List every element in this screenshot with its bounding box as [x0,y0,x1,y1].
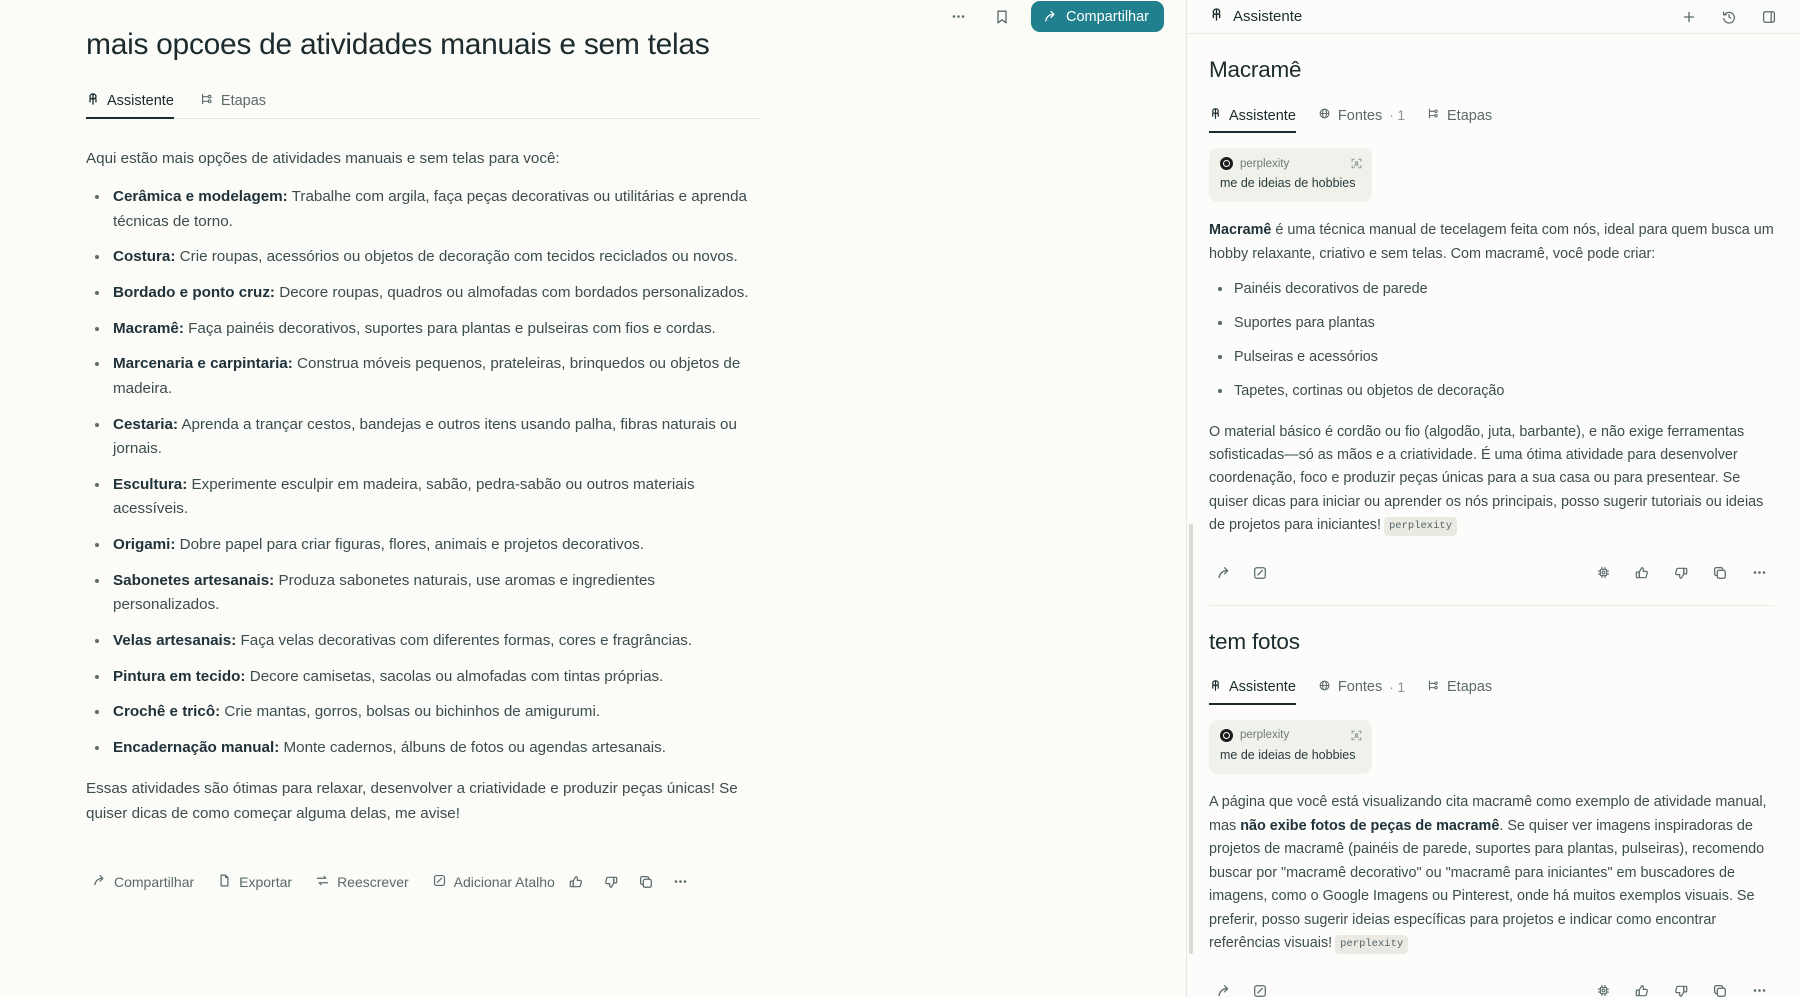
tab-label: Assistente [1229,679,1296,696]
list-item [86,413,760,462]
share-button[interactable] [1031,1,1164,32]
page-title: mais opcoes de atividades manuais e sem telas [86,28,710,61]
message-left-actions [1209,976,1275,997]
more-horizontal-icon[interactable] [1744,558,1774,588]
list-item-term: Origami: [113,536,176,553]
document-tabs [86,85,760,119]
tab-label: Etapas [1447,679,1493,696]
more-horizontal-icon[interactable] [1744,976,1774,997]
share-arrow-icon[interactable] [1209,976,1239,997]
globe-icon [1318,107,1331,124]
tab-fontes[interactable] [1318,107,1405,133]
list-item-term: Cestaria: [113,415,178,433]
list-item-desc: Dobre papel para criar figuras, flores, animais e projetos decorativos. [175,536,644,553]
assistant-panel-title-label: Assistente [1233,8,1303,25]
source-card[interactable] [1209,720,1372,774]
assistant-header-icons [1674,2,1784,32]
list-item [86,533,760,558]
add-shortcut-icon[interactable] [1245,976,1275,997]
message-left-actions [1209,558,1275,588]
tab-etapas[interactable] [1427,107,1492,133]
citation-badge[interactable]: perplexity [1335,935,1408,954]
steps-icon [200,92,214,110]
list-item-term: Encadernação manual: [113,738,280,756]
history-icon[interactable] [1714,2,1744,32]
list-item-desc: Produza sabonetes naturais, use aromas e ingredientes personalizados. [113,571,655,614]
message-lead [1209,219,1774,266]
list-item-desc: Faça painéis decorativos, suportes para plantas e pulseiras com fios e cordas. [183,319,716,337]
list-item-desc: Faça velas decorativas com diferentes formas, cores e fragrâncias. [236,631,693,649]
thumbs-down-icon[interactable] [596,867,626,897]
tab-assistente[interactable] [1209,107,1296,133]
globe-icon [1318,679,1331,696]
list-item [86,245,760,270]
activity-list [86,185,760,760]
thumbs-up-icon[interactable] [1627,976,1657,997]
list-item [86,352,760,401]
export-action-label: Exportar [239,873,293,890]
add-shortcut-icon[interactable] [1245,558,1275,588]
bookmark-icon[interactable] [987,2,1017,32]
list-item [86,473,760,522]
document-topbar [0,0,1186,33]
list-item [86,665,760,690]
message-bullet-list [1209,278,1774,403]
steps-icon [1427,107,1440,124]
source-card-text: me de ideias de hobbies [1220,747,1356,762]
assistant-thread [1187,34,1800,997]
perplexity-icon [1209,107,1222,124]
export-action[interactable] [211,868,298,896]
list-item-term: Pintura em tecido: [113,667,246,685]
source-card-header [1220,157,1361,170]
list-item-term: Cerâmica e modelagem: [113,188,288,206]
tab-label: Fontes [1337,679,1383,696]
more-horizontal-icon[interactable] [943,2,973,32]
share-action-label: Compartilhar [114,873,195,890]
add-shortcut-action-label: Adicionar Atalho [453,873,555,890]
plus-icon[interactable] [1674,2,1704,32]
message-right-actions [1588,558,1774,588]
share-button-label: Compartilhar [1066,8,1149,25]
expand-icon[interactable] [1350,729,1363,747]
list-item: Pulseiras e acessórios [1209,346,1774,369]
model-chip-icon[interactable] [1588,976,1618,997]
copy-icon[interactable] [1705,976,1735,997]
list-item-desc: Decore roupas, quadros ou almofadas com bordados personalizados. [275,284,749,301]
source-card-header [1220,729,1361,742]
share-action[interactable] [86,868,200,896]
closing-paragraph: Essas atividades são ótimas para relaxar, desenvolver a criatividade e produzir peças únicas! Se quiser dicas de como começar alguma delas, me avise! [86,780,738,822]
message-body-text: O material básico é cordão ou fio (algodão, juta, barbante), e não exige ferramentas sofisticadas—só as mãos e a criatividade. É uma ótima atividade para desenvolver coordenação, foco e produzir peças únicas para a sua casa ou para presentear. Se quiser dicas para iniciar ou aprender os nós principais, posso sugerir tutoriais ou ideias de projetos para iniciantes! [1209,423,1764,534]
list-item-desc: Experimente esculpir em madeira, sabão, pedra-sabão ou outros materiais acessíveis. [113,475,695,518]
list-item-desc: Monte cadernos, álbuns de fotos ou agendas artesanais. [279,738,666,756]
more-horizontal-icon[interactable] [666,867,696,897]
assistant-panel [1186,0,1800,997]
citation-badge[interactable]: perplexity [1384,517,1457,536]
source-card-name: perplexity [1240,157,1290,170]
add-shortcut-action[interactable] [426,868,561,896]
tab-etapas-label: Etapas [220,92,267,109]
message-action-bar [1209,558,1774,606]
copy-icon[interactable] [631,867,661,897]
assistant-thread-scroll[interactable] [1187,34,1800,997]
message-body [1209,791,1774,955]
tab-etapas[interactable] [1427,679,1492,705]
assistant-panel-title [1209,7,1302,26]
steps-icon [1427,679,1440,696]
list-item-desc: Construa móveis pequenos, prateleiras, brinquedos ou objetos de madeira. [113,355,741,397]
message-body-bold: não exibe fotos de peças de macramê [1240,817,1500,834]
thumbs-up-icon[interactable] [561,867,591,897]
list-item: Suportes para plantas [1209,312,1774,335]
message-title: tem fotos [1209,628,1300,654]
thumbs-down-icon[interactable] [1666,976,1696,997]
perplexity-icon [1209,7,1224,26]
list-item [86,317,760,342]
perplexity-icon [86,92,100,110]
perplexity-icon [1220,157,1233,170]
tabs-divider [86,118,760,119]
list-item-desc: Crie roupas, acessórios ou objetos de decoração com tecidos reciclados ou novos. [175,248,738,266]
list-item: Tapetes, cortinas ou objetos de decoração [1209,380,1774,403]
assistant-message [1209,34,1774,606]
list-item-desc: Decore camisetas, sacolas ou almofadas com tintas próprias. [245,667,664,685]
tab-assistente[interactable] [86,92,174,119]
add-shortcut-icon [432,873,447,891]
thumbs-up-icon[interactable] [1627,558,1657,588]
tab-fontes[interactable] [1318,679,1405,705]
assistant-panel-header [1187,0,1800,34]
perplexity-icon [1220,729,1233,742]
tab-count: · 1 [1389,679,1406,695]
document-body [0,26,820,897]
panel-collapse-icon[interactable] [1754,2,1784,32]
scrollbar-thumb[interactable] [1189,524,1193,954]
list-item-term: Crochê e tricô: [113,703,221,721]
list-item: Painéis decorativos de parede [1209,278,1774,301]
tab-assistente-label: Assistente [107,92,174,109]
message-title: Macramê [1209,57,1302,82]
message-lead-rest: é uma técnica manual de tecelagem feita com nós, ideal para quem busca um hobby relaxante, criativo e sem telas. Com macramê, você pode criar: [1209,222,1774,262]
tab-count: · 1 [1389,108,1406,124]
assistant-message [1209,606,1774,997]
list-item [86,281,760,306]
export-icon [217,873,232,891]
document-action-bar [86,867,686,897]
list-item [86,700,760,725]
list-item-desc: Trabalhe com argila, faça peças decorativas ou utilitárias e aprenda técnicas de torno. [113,188,747,230]
list-item-term: Macramê: [113,319,184,337]
source-card-name: perplexity [1240,729,1290,742]
rewrite-action-label: Reescrever [337,873,409,890]
intro-paragraph: Aqui estão mais opções de atividades manuais e sem telas para você: [86,149,560,167]
list-item-term: Bordado e ponto cruz: [113,284,275,301]
model-chip-icon[interactable] [1588,558,1618,588]
list-item [86,736,760,761]
message-body-pre: A página que você está visualizando cita macramê como exemplo de atividade manual, mas [1209,794,1767,834]
share-arrow-icon[interactable] [1209,558,1239,588]
tab-label: Assistente [1229,107,1296,124]
source-card-text: me de ideias de hobbies [1220,176,1356,191]
share-arrow-icon [92,873,107,891]
rewrite-action[interactable] [309,868,415,896]
list-item-term: Escultura: [113,475,188,493]
message-body [1209,421,1774,538]
list-item-term: Marcenaria e carpintaria: [113,355,293,373]
source-card[interactable] [1209,148,1372,202]
list-item [86,629,760,654]
document-feedback-actions [561,867,696,897]
list-item [86,185,760,234]
rewrite-icon [315,873,330,891]
tab-etapas[interactable] [200,92,266,119]
list-item-term: Sabonetes artesanais: [113,571,275,589]
message-action-bar [1209,976,1774,997]
document-primary-actions [86,868,561,896]
copy-icon[interactable] [1705,558,1735,588]
message-body-post: . Se quiser ver imagens inspiradoras de projetos de macramê (painéis de parede, suportes para plantas, pulseiras), recomendo buscar por "macramê decorativo" ou "macramê para iniciantes" em buscadores de imagens, como o Google Imagens ou Pinterest, onde há muitos exemplos visuais. Se preferir, posso sugerir ideias específicas para projetos e indicar como encontrar referências visuais! [1209,817,1765,952]
list-item-term: Velas artesanais: [113,631,237,649]
list-item-desc: Aprenda a trançar cestos, bandejas e outros itens usando palha, fibras naturais ou jornais. [113,415,737,458]
list-item [86,569,760,618]
message-tabs [1209,674,1774,705]
tab-label: Etapas [1447,107,1493,124]
message-lead-bold: Macramê [1209,222,1272,239]
message-tabs [1209,102,1774,133]
list-item-term: Costura: [113,248,176,266]
tab-label: Fontes [1337,107,1383,124]
message-right-actions [1588,976,1774,997]
tab-assistente[interactable] [1209,679,1296,705]
perplexity-icon [1209,679,1222,696]
thumbs-down-icon[interactable] [1666,558,1696,588]
list-item-desc: Crie mantas, gorros, bolsas ou bichinhos de amigurumi. [220,703,601,721]
expand-icon[interactable] [1350,157,1363,175]
